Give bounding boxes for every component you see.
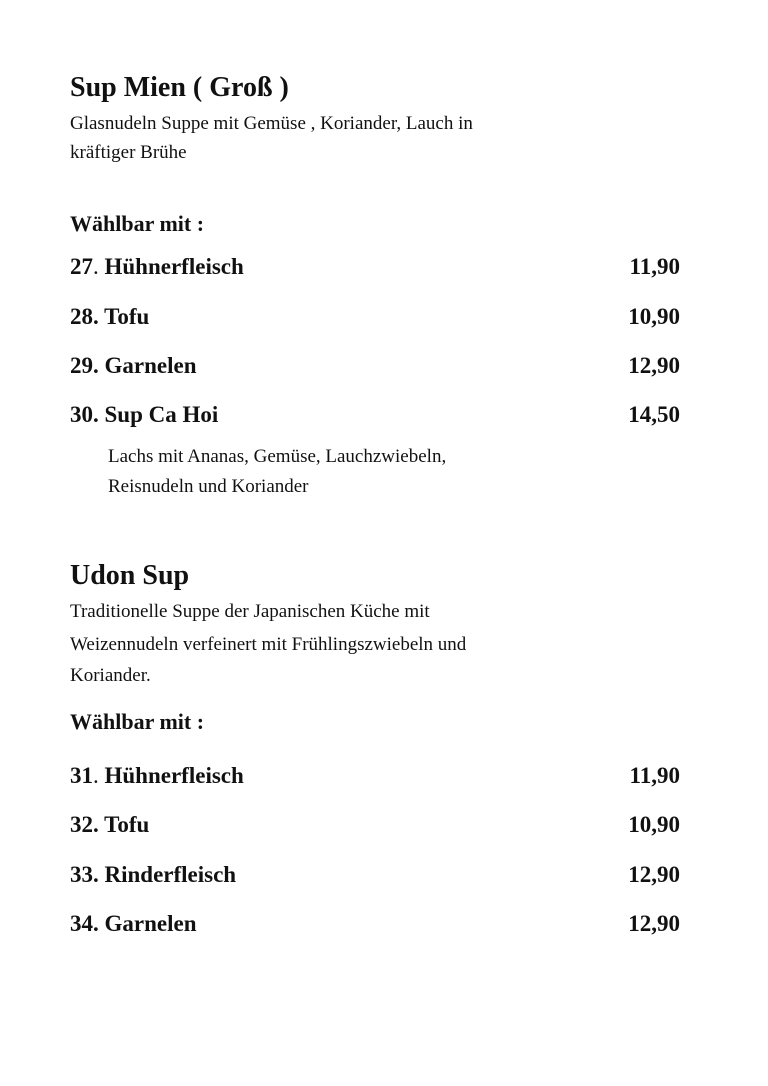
item-name: Garnelen [104, 353, 197, 378]
section-description-line: Weizennudeln verfeinert mit Frühlingszwiebeln und [70, 634, 467, 655]
item-name: Rinderfleisch [104, 862, 237, 887]
item-price: 10,90 [628, 812, 680, 837]
item-name: Tofu [104, 812, 150, 837]
item-price: 11,90 [629, 763, 680, 788]
section-description-line: Koriander. [70, 665, 151, 686]
section-description-line: Traditionelle Suppe der Japanischen Küche mit [70, 601, 430, 622]
item-number: 30 [70, 402, 93, 427]
section-description-line: kräftiger Brühe [70, 142, 187, 163]
item-number: 28 [70, 304, 93, 329]
item-name: Hühnerfleisch [104, 763, 244, 788]
section-title-sup-mien: Sup Mien ( Groß ) [70, 72, 289, 103]
choice-label: Wählbar mit : [70, 211, 205, 236]
item-name: Tofu [104, 304, 150, 329]
item-number: 31 [70, 763, 93, 788]
item-name: Hühnerfleisch [104, 254, 244, 279]
section-description-line: Glasnudeln Suppe mit Gemüse , Koriander, Lauch in [70, 113, 473, 134]
item-description-line: Reisnudeln und Koriander [108, 476, 309, 497]
choice-label: Wählbar mit : [70, 709, 205, 734]
item-price: 10,90 [628, 304, 680, 329]
item-price: 11,90 [629, 254, 680, 279]
item-number: 29 [70, 353, 93, 378]
item-price: 14,50 [628, 402, 680, 427]
item-price: 12,90 [628, 862, 680, 887]
item-description-line: Lachs mit Ananas, Gemüse, Lauchzwiebeln, [108, 446, 447, 467]
item-number: 32 [70, 812, 93, 837]
item-number: 34 [70, 911, 93, 936]
section-title-udon-sup: Udon Sup [70, 560, 190, 591]
item-price: 12,90 [628, 353, 680, 378]
item-name: Garnelen [104, 911, 197, 936]
item-name: Sup Ca Hoi [104, 402, 219, 427]
item-price: 12,90 [628, 911, 680, 936]
item-number: 27 [70, 254, 93, 279]
item-number: 33 [70, 862, 93, 887]
